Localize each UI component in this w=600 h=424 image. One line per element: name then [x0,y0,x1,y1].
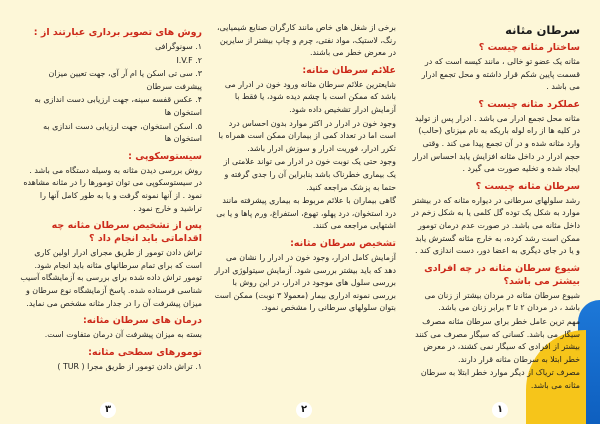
page-number-1: ۱ [492,402,508,418]
paragraph: برخی از شغل های خاص مانند کارگران صنایع شیمیایی، رنگ، لاستیک، مواد نفتی، چرم و چاپ بیشتر از سایرین در معرض خطر می باشند. [217,23,396,58]
heading-symptoms: علائم سرطان مثانه: [302,64,396,76]
heading-imaging: روش های تصویر برداری عبارتند از : [33,27,202,38]
heading-treatments: درمان های سرطان مثانه: [82,315,202,327]
column-1 [410,22,580,397]
page-number-3: ۳ [100,402,116,418]
heading-diagnosis: تشخیص سرطان مثانه: [290,237,396,249]
list-item: ۴. عکس قفسه سینه، جهت ارزیابی دست اندازی به استخوان ها [34,95,202,117]
heading-cystoscopy: سیستوسکوپی : [128,150,202,162]
paragraph: شایعترین علائم سرطان مثانه ورود خون در ادرار می باشد که ممکن است با چشم دیده شود، یا فقط با آزمایش ادرار تشخیص داده شود. [224,79,396,114]
heading-after-diagnosis: پس از تشخیص سرطان مثانه چه اقداماتی باید انجام داد ؟ [51,220,202,245]
list-item: ۱. سونوگرافی [155,42,202,51]
paragraph: تراش دادن تومور از طریق مجرای ادرار اولین کاری است که برای تمام سرطانهای مثانه باید انجام شود. تومور تراش داده شده برای بررسی به آزمایشگاه آسیب شناسی فرستاده شده. پاسخ آزمایشگاه نوع سرطان و میزان پیشرفت آن را در جدار مثانه مشخص می نماید. [20,248,202,308]
heading-superficial-tumors: تومورهای سطحی مثانه: [88,346,202,358]
paragraph: رشد سلولهای سرطانی در دیواره مثانه که در بیشتر موارد به شکل یک توده گل کلمی یا به شکل زخم در داخل مثانه می باشد. در صورت عدم درمان تومور ممکن است رشد کرده، به خارج مثانه گسترش یابد و یا در جای دیگری به اعضا دور، دست اندازی کند . [411,195,580,256]
paragraph: آزمایش کامل ادرار، وجود خون در ادرار را نشان می دهد که باید بیشتر بررسی شود. آزمایش سیتولوژی ادرار بررسی سلول های موجود در ادرار، در این روش با بررسی نمونه ادراری بیمار (معمولا ۳ نوبت) ممکن است بتوان سلولهای سرطانی را مشخص نمود. [214,252,396,313]
list-item: ۲. I.V.F [176,55,202,65]
paragraph: ۱. تراش دادن تومور از طریق مجرا ( TUR ) [57,361,202,371]
paragraph: وجود حتی یک نوبت خون در ادرار می تواند علامتی از یک بیماری خطرناک باشد بنابراین آن را جدی گرفته و حتما به پزشک مراجعه کنید. [223,157,396,192]
list-item: ۵. اسکن استخوان، جهت ارزیابی دست اندازی به استخوان ها [43,121,202,144]
page-title: سرطان مثانه [505,23,580,37]
paragraph: مصرف تریاک از دیگر موارد خطر ابتلا به سرطان مثانه می باشد. [420,368,580,390]
paragraph: وجود خون در ادرار در اکثر موارد بدون احساس درد است اما در تعداد کمی از بیماران ممکن است همراه با تکرر ادرار، فوریت ادرار و سوزش ادرار باشد. [218,118,396,153]
paragraph: مثانه محل تجمع ادرار می باشد . ادرار پس از تولید در کلیه ها از راه لوله باریکه به نام میزنای (حالب) وارد مثانه شده و در آن تجمع پیدا می کند . وقتی حجم ادرار در داخل مثانه افزایش یابد احساس ادرار ایجاد شده و تخلیه صورت می گیرد . [412,113,580,174]
paragraph: گاهی بیماران با علائم مربوط به بیماری پیشرفته مانند درد استخوان، درد پهلو، تهوع، استفراغ، ورم پاها و یا بی اشتهایی مراجعه می کنند. [216,196,396,231]
heading-function: عملکرد مثانه چیست ؟ [478,98,580,110]
list-item: ۳. سی تی اسکن یا ام آر آی، جهت تعیین میزان پیشرفت سرطان [48,69,202,91]
column-2 [214,22,396,397]
paragraph: بسته به میزان پیشرفت آن درمان متفاوت است. [44,330,202,340]
paragraph: مهم ترین عامل خطر برای سرطان مثانه مصرف سیگار می باشد. کسانی که سیگار مصرف می کنند بیشتر از افرادی که سیگار نمی کشند، در معرض خطر ابتلا به سرطان مثانه قرار دارند. [415,316,580,364]
heading-what-is: سرطان مثانه چیست ؟ [475,180,580,192]
page-number-2: ۲ [296,402,312,418]
paragraph: شیوع سرطان مثانه در مردان بیشتر از زنان می باشد ، در مردان ۲ تا ۳ برابر زنان می باشد. [424,290,580,313]
column-3 [20,22,202,397]
heading-prevalence: شیوع سرطان مثانه در چه افرادی بیشتر می باشد؟ [424,262,580,287]
paragraph: مثانه یک عضو تو خالی ، مانند کیسه است که در قسمت پایین شکم قرار داشته و محل تجمع ادرار می باشد . [421,57,580,92]
paragraph: روش بررسی دیدن مثانه به وسیله دستگاه می باشد . در سیستوسکوپی می توان تومورها را در مثانه مشاهده نمود . از آنها نمونه گرفت و یا به طور کامل آنها را تراشید و خارج نمود . [23,165,202,213]
heading-structure: ساختار مثانه چیست ؟ [478,42,580,53]
